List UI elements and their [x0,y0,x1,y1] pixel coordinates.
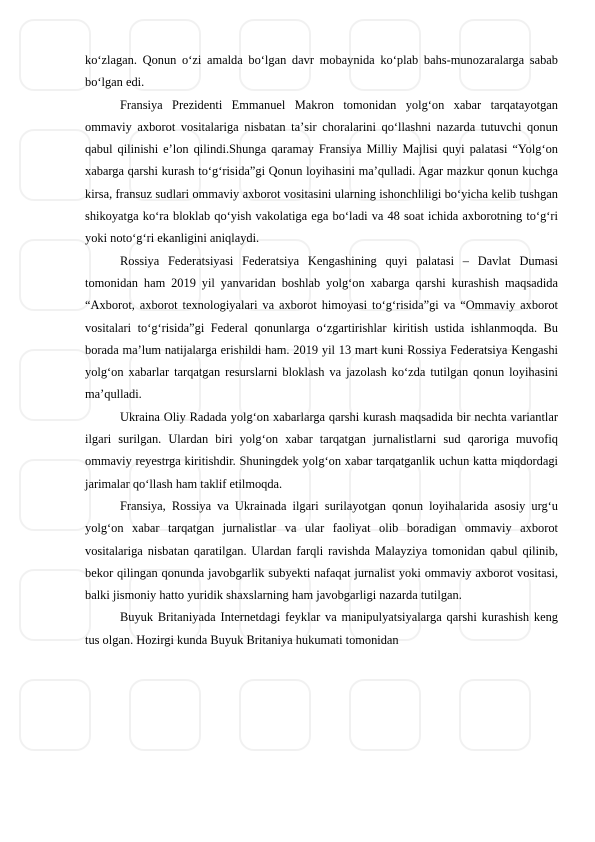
paragraph-russia: Rossiya Federatsiyasi Federatsiya Kengashining quyi palatasi – Davlat Dumasi tomonidan ham 2019 yil yanvaridan boshlab yolg‘on xabarga qarshi kurashish maqsadida “Axborot, axborot texnologiyalari va axborot himoyasi to‘g‘risida”gi va “Ommaviy axborot vositalari to‘g‘risida”gi Federal qonunlarga o‘zgartirishlar kiritish ustida ishlanmoqda. Bu borada maʼlum natijalarga erishildi ham. 2019 yil 13 mart kuni Rossiya Federatsiya Kengashi yolg‘on xabarlar tarqatgan resurslarni bloklash va jazolash ko‘zda tutilgan qonun loyihasini maʼqulladi. [85,253,558,402]
paragraph-comparison-malaysia: Fransiya, Rossiya va Ukrainada ilgari surilayotgan qonun loyihalarida asosiy urg‘u yolg‘on xabar tarqatgan jurnalistlar va ular faoliyat olib boradigan ommaviy axborot vositalariga nisbatan qaratilgan. Ulardan farqli ravishda Malayziya tomonidan qabul qilinib, bekor qilingan qonunda javobgarlik subyekti nafaqat jurnalist yoki ommaviy axborot vositasi, balki jismoniy hatto yuridik shaxslarning ham javobgarligi nazarda tutilgan. [85,498,558,603]
paragraph-great-britain: Buyuk Britaniyada Internetdagi feyklar va manipulyatsiyalarga qarshi kurashish keng tus olgan. Hozirgi kunda Buyuk Britaniya hukumati tomonidan [85,610,558,647]
paragraph-continuation: ko‘zlagan. Qonun o‘zi amalda bo‘lgan davr mobaynida ko‘plab bahs-munozaralarga sabab bo‘lgan edi. [85,53,558,90]
paragraph-france: Fransiya Prezidenti Emmanuel Makron tomonidan yolg‘on xabar tarqatayotgan ommaviy axborot vositalariga nisbatan taʼsir choralarini qo‘llashni nazarda tutuvchi qonun qabul qilinishi eʼlon qilindi.Shunga qaramay Fransiya Milliy Majlisi quyi palatasi “Yolg‘on xabarga qarshi kurash to‘g‘risida”gi Qonun loyihasini maʼqulladi. Agar mazkur qonun kuchga kirsa, fransuz sudlari ommaviy axborot vositasini ularning ishonchliligi bo‘yicha kelib tushgan shikoyatga ko‘ra bloklab qo‘yish vakolatiga ega bo‘ladi va 48 soat ichida axborotning to‘g‘ri yoki noto‘g‘ri ekanligini aniqlaydi. [85,97,558,246]
paragraph-ukraine: Ukraina Oliy Radada yolg‘on xabarlarga qarshi kurash maqsadida bir nechta variantlar ilgari surilgan. Ulardan biri yolg‘on xabar tarqatgan jurnalistlarni sud qaroriga muvofiq ommaviy reyestrga kiritishdir. Shuningdek yolg‘on xabar tarqatganlik uchun katta miqdordagi jarimalar qo‘llash ham taklif etilmoqda. [85,409,558,491]
document-body [85,49,558,651]
